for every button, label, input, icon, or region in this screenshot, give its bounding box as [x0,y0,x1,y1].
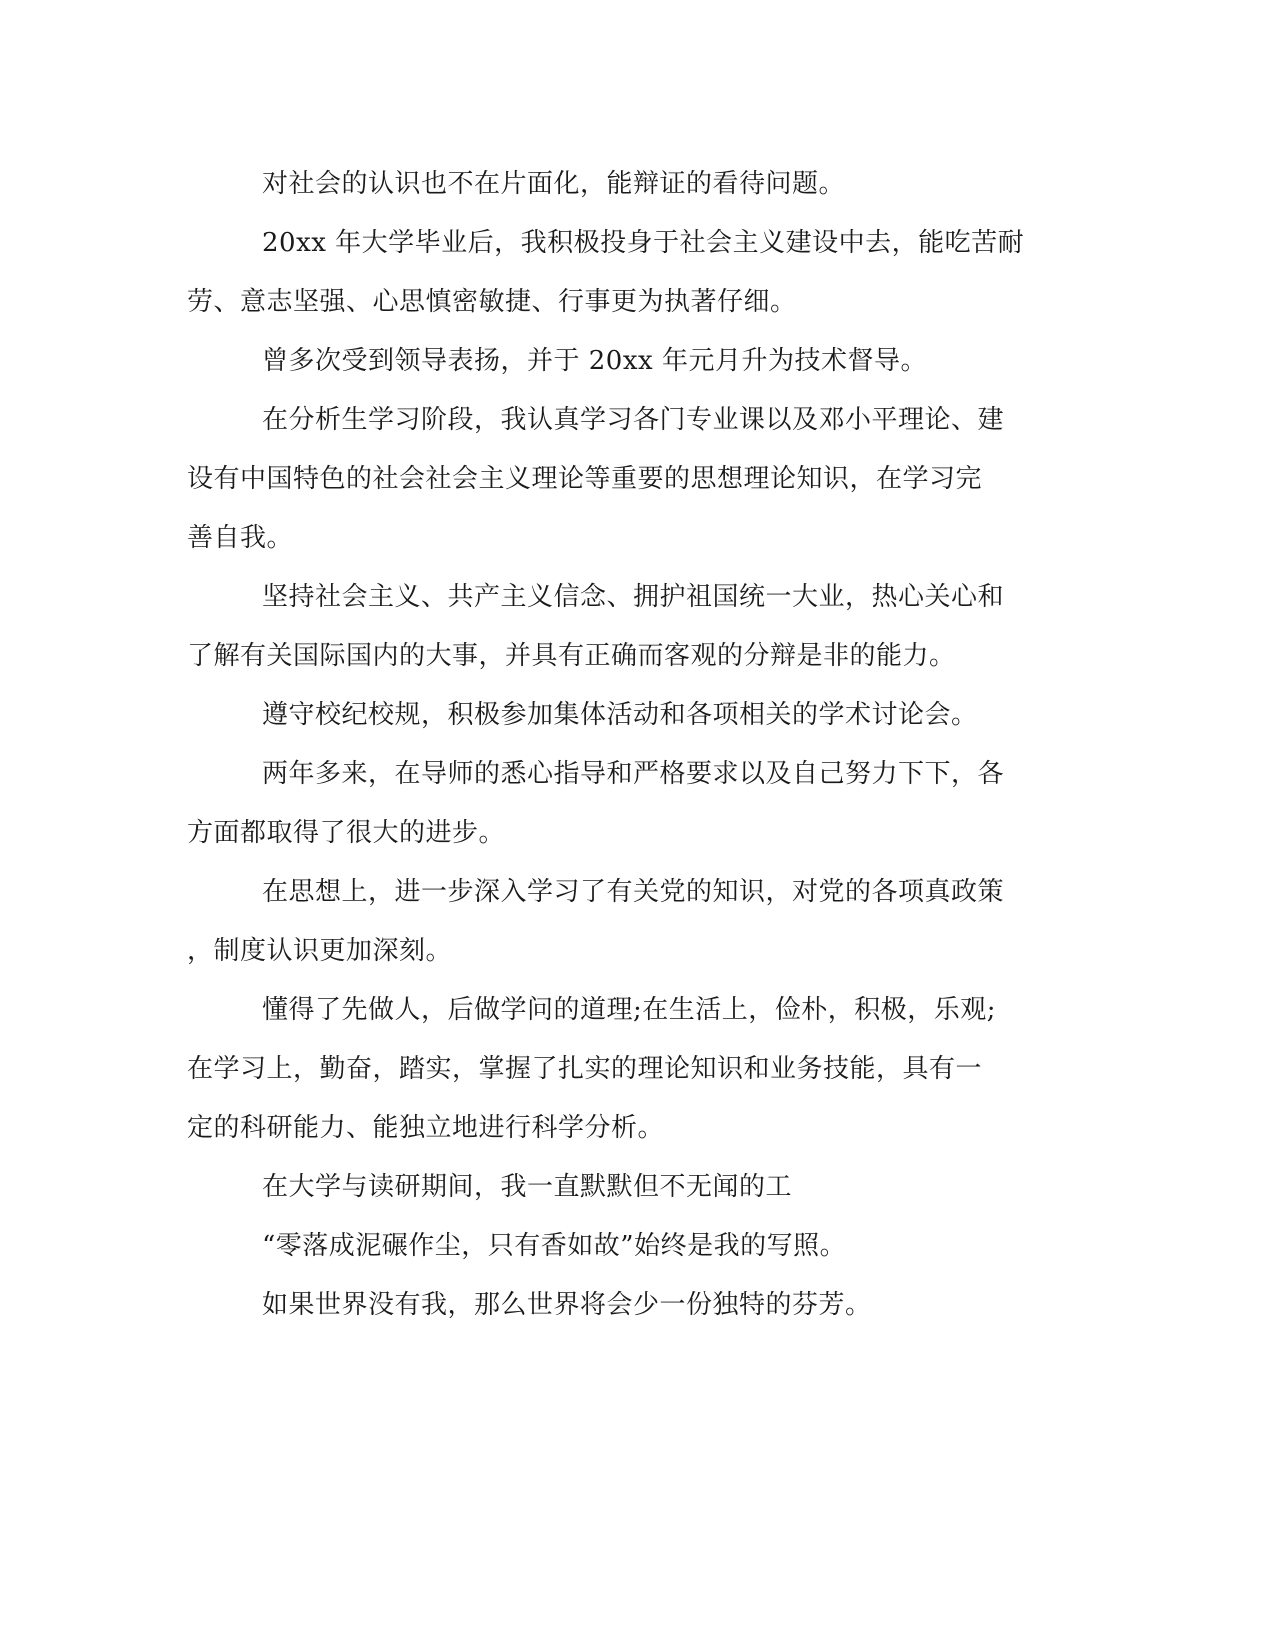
text-line: 20xx 年大学毕业后，我积极投身于社会主义建设中去，能吃苦耐 [262,228,1025,258]
text-line: 遵守校纪校规，积极参加集体活动和各项相关的学术讨论会。 [262,700,978,730]
text-line: 在分析生学习阶段，我认真学习各门专业课以及邓小平理论、建 [262,405,1005,435]
text-line: 定的科研能力、能独立地进行科学分析。 [187,1113,665,1143]
text-line: ，制度认识更加深刻。 [187,936,453,966]
text-line: 在大学与读研期间，我一直默默但不无闻的工 [262,1172,793,1202]
text-line: 善自我。 [187,523,294,553]
text-line: 坚持社会主义、共产主义信念、拥护祖国统一大业，热心关心和 [262,582,1005,612]
text-line: 曾多次受到领导表扬，并于 20xx 年元月升为技术督导。 [262,346,927,376]
text-line: 设有中国特色的社会社会主义理论等重要的思想理论知识，在学习完 [187,464,983,494]
text-line: 劳、意志坚强、心思慎密敏捷、行事更为执著仔细。 [187,287,797,317]
text-line: 在学习上，勤奋，踏实，掌握了扎实的理论知识和业务技能，具有一 [187,1054,983,1084]
text-line: 如果世界没有我，那么世界将会少一份独特的芬芳。 [262,1290,872,1320]
text-line: 方面都取得了很大的进步。 [187,818,506,848]
text-line: 在思想上，进一步深入学习了有关党的知识，对党的各项真政策 [262,877,1005,907]
text-line: 两年多来，在导师的悉心指导和严格要求以及自己努力下下，各 [262,759,1005,789]
text-line: 对社会的认识也不在片面化，能辩证的看待问题。 [262,169,846,199]
text-line: “零落成泥碾作尘，只有香如故”始终是我的写照。 [262,1231,847,1261]
text-line: 懂得了先做人，后做学问的道理;在生活上，俭朴，积极，乐观; [262,995,997,1025]
text-line: 了解有关国际国内的大事，并具有正确而客观的分辩是非的能力。 [187,641,956,671]
